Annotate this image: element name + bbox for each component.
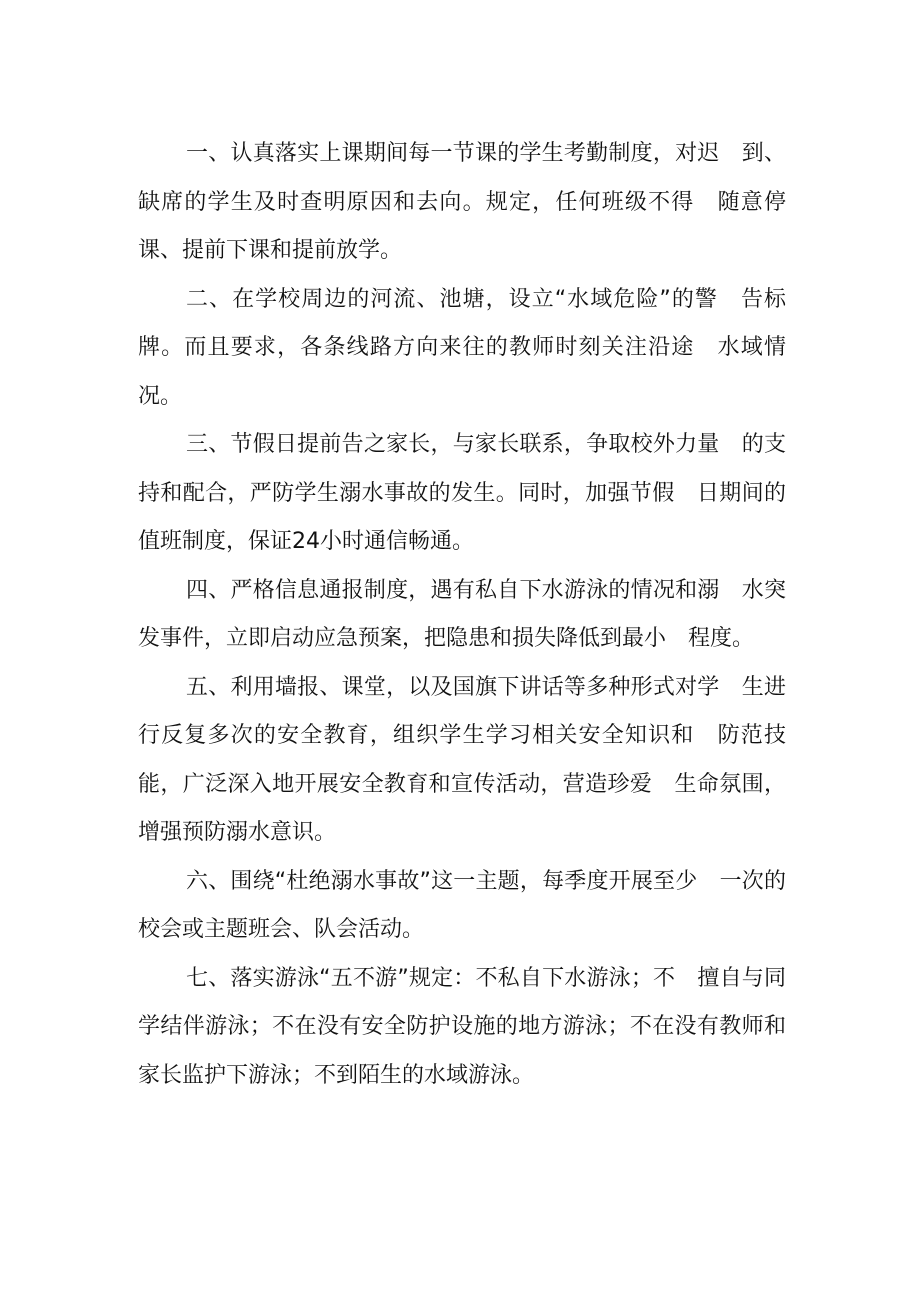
paragraph-1: 一、认真落实上课期间每一节课的学生考勤制度，对迟 到、缺席的学生及时查明原因和去向。规定，任何班级不得 随意停课、提前下课和提前放学。 (138, 141, 786, 263)
paragraph-7: 七、落实游泳“五不游”规定：不私自下水游泳；不 擅自与同学结伴游泳；不在没有安全防护设施的地方游泳；不在没有教师和家长监护下游泳；不到陌生的水域游泳。 (138, 965, 787, 1088)
paragraph-6: 六、围绕“杜绝溺水事故”这一主题，每季度开展至少 一次的校会或主题班会、队会活动。 (138, 868, 786, 942)
paragraph-2: 二、在学校周边的河流、池塘，设立“水域危险”的警 告标牌。而且要求，各条线路方向来往的教师时刻关注沿途 水域情况。 (138, 286, 786, 409)
paragraph-5: 五、利用墙报、课堂，以及国旗下讲话等多种形式对学 生进行反复多次的安全教育，组织学生学习相关安全知识和 防范技能，广泛深入地开展安全教育和宣传活动，营造珍爱 生命氛围，增强预防溺水意识。 (138, 674, 786, 845)
document-body (138, 130, 786, 1100)
paragraph-4: 四、严格信息通报制度，遇有私自下水游泳的情况和溺 水突发事件，立即启动应急预案，把隐患和损失降低到最小 程度。 (138, 577, 786, 651)
paragraph-3: 三、节假日提前告之家长，与家长联系，争取校外力量 的支持和配合，严防学生溺水事故的发生。同时，加强节假 日期间的值班制度，保证24小时通信畅通。 (138, 432, 786, 554)
